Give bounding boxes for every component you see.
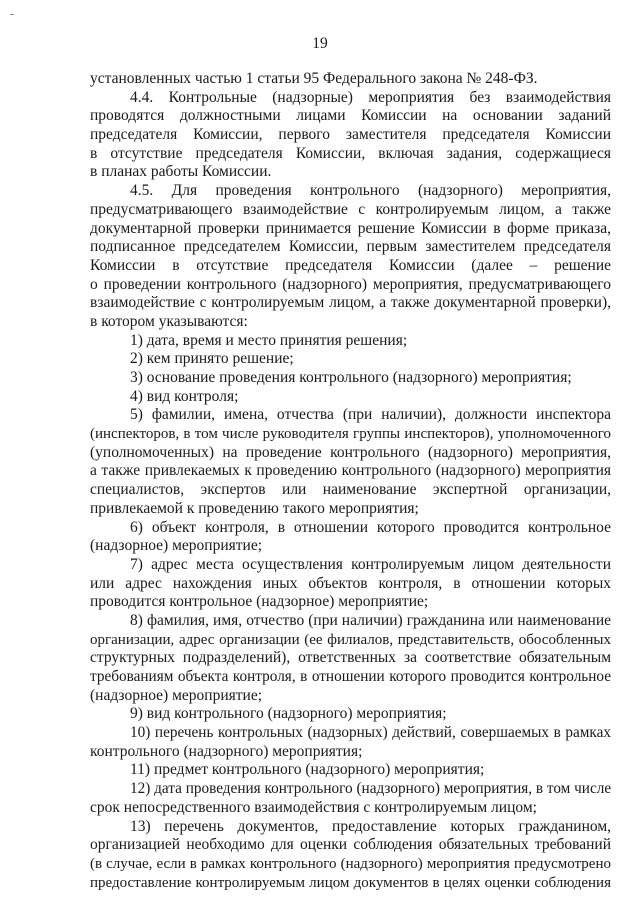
text-line: 6) объект контроля, в отношении которого проводится контрольное: [130, 518, 611, 536]
text-line: предусматривающего взаимодействие с контролируемым лицом, а также: [90, 200, 611, 218]
corner-mark: -: [10, 8, 14, 20]
text-line: Комиссии в отсутствие председателя Комиссии (далее – решение: [90, 256, 611, 274]
text-line: 1) дата, время и место принятия решения;: [130, 331, 408, 349]
text-line: в котором указываются:: [90, 312, 248, 330]
text-line: 12) дата проведения контрольного (надзорного) мероприятия, в том числе: [130, 780, 611, 798]
document-body: [90, 70, 611, 892]
text-line: 4.5. Для проведения контрольного (надзорного) мероприятия,: [130, 182, 611, 200]
text-line: проводятся должностными лицами Комиссии на основании заданий: [90, 107, 611, 125]
text-line: 2) кем принято решение;: [130, 350, 294, 368]
text-line: документарной проверки принимается решение Комиссии в форме приказа,: [90, 219, 611, 237]
text-line: о проведении контрольного (надзорного) мероприятия, предусматривающего: [90, 275, 611, 293]
text-line: в планах работы Комиссии.: [90, 163, 272, 181]
text-line: требованиям объекта контроля, в отношении которого проводится контрольное: [90, 668, 611, 685]
text-line: специалистов, экспертов или наименование экспертной организации,: [90, 481, 611, 499]
text-line: установленных частью 1 статьи 95 Федерального закона № 248-ФЗ.: [90, 70, 538, 87]
text-line: привлекаемой к проведению такого мероприятия;: [90, 499, 419, 517]
text-line: (надзорное) мероприятие;: [90, 537, 263, 555]
text-line: 4) вид контроля;: [130, 387, 239, 405]
text-line: 11) предмет контрольного (надзорного) мероприятия;: [130, 761, 485, 779]
page-number: 19: [312, 35, 328, 52]
text-line: проводится контрольное (надзорное) мероприятие;: [90, 593, 429, 611]
text-line: 8) фамилия, имя, отчество (при наличии) гражданина или наименование: [130, 611, 611, 629]
text-line: (уполномоченных) на проведение контрольного (надзорного) мероприятия,: [90, 443, 611, 461]
text-line: подписанное председателем Комиссии, первым заместителем председателя: [90, 238, 611, 256]
text-line: контрольного (надзорного) мероприятия;: [90, 742, 363, 760]
text-line: 3) основание проведения контрольного (надзорного) мероприятия;: [130, 369, 572, 386]
text-line: в отсутствие председателя Комиссии, включая задания, содержащиеся: [90, 144, 611, 162]
text-line: а также привлекаемых к проведению контрольного (надзорного) мероприятия: [90, 462, 611, 480]
text-line: председателя Комиссии, первого заместителя председателя Комиссии: [90, 126, 611, 144]
text-line: 4.4. Контрольные (надзорные) мероприятия без взаимодействия: [130, 88, 611, 106]
text-line: или адрес нахождения иных объектов контроля, в отношении которых: [90, 574, 611, 592]
text-line: 10) перечень контрольных (надзорных) действий, совершаемых в рамках: [130, 724, 611, 742]
text-line: организации, адрес организации (ее филиалов, представительств, обособленных: [90, 631, 611, 648]
text-line: (инспекторов, в том числе руководителя группы инспекторов), уполномоченного: [90, 426, 611, 443]
text-line: (надзорное) мероприятие;: [90, 686, 263, 704]
text-line: (в случае, если в рамках контрольного (надзорного) мероприятия предусмотрено: [90, 855, 611, 872]
text-line: организацией необходимо для оценки соблюдения обязательных требований: [90, 836, 611, 854]
text-line: структурных подразделений), ответственных за соответствие обязательным: [90, 649, 611, 667]
text-line: 7) адрес места осуществления контролируемым лицом деятельности: [130, 555, 611, 573]
text-line: 5) фамилии, имена, отчества (при наличии), должности инспектора: [130, 406, 611, 424]
text-line: срок непосредственного взаимодействия с контролируемым лицом;: [90, 798, 537, 816]
text-line: 9) вид контрольного (надзорного) мероприятия;: [130, 705, 447, 723]
text-line: предоставление контролируемым лицом документов в целях оценки соблюдения: [90, 874, 611, 891]
text-line: 13) перечень документов, предоставление которых гражданином,: [130, 817, 611, 835]
text-line: взаимодействие с контролируемым лицом, а также документарной проверки),: [90, 294, 611, 312]
